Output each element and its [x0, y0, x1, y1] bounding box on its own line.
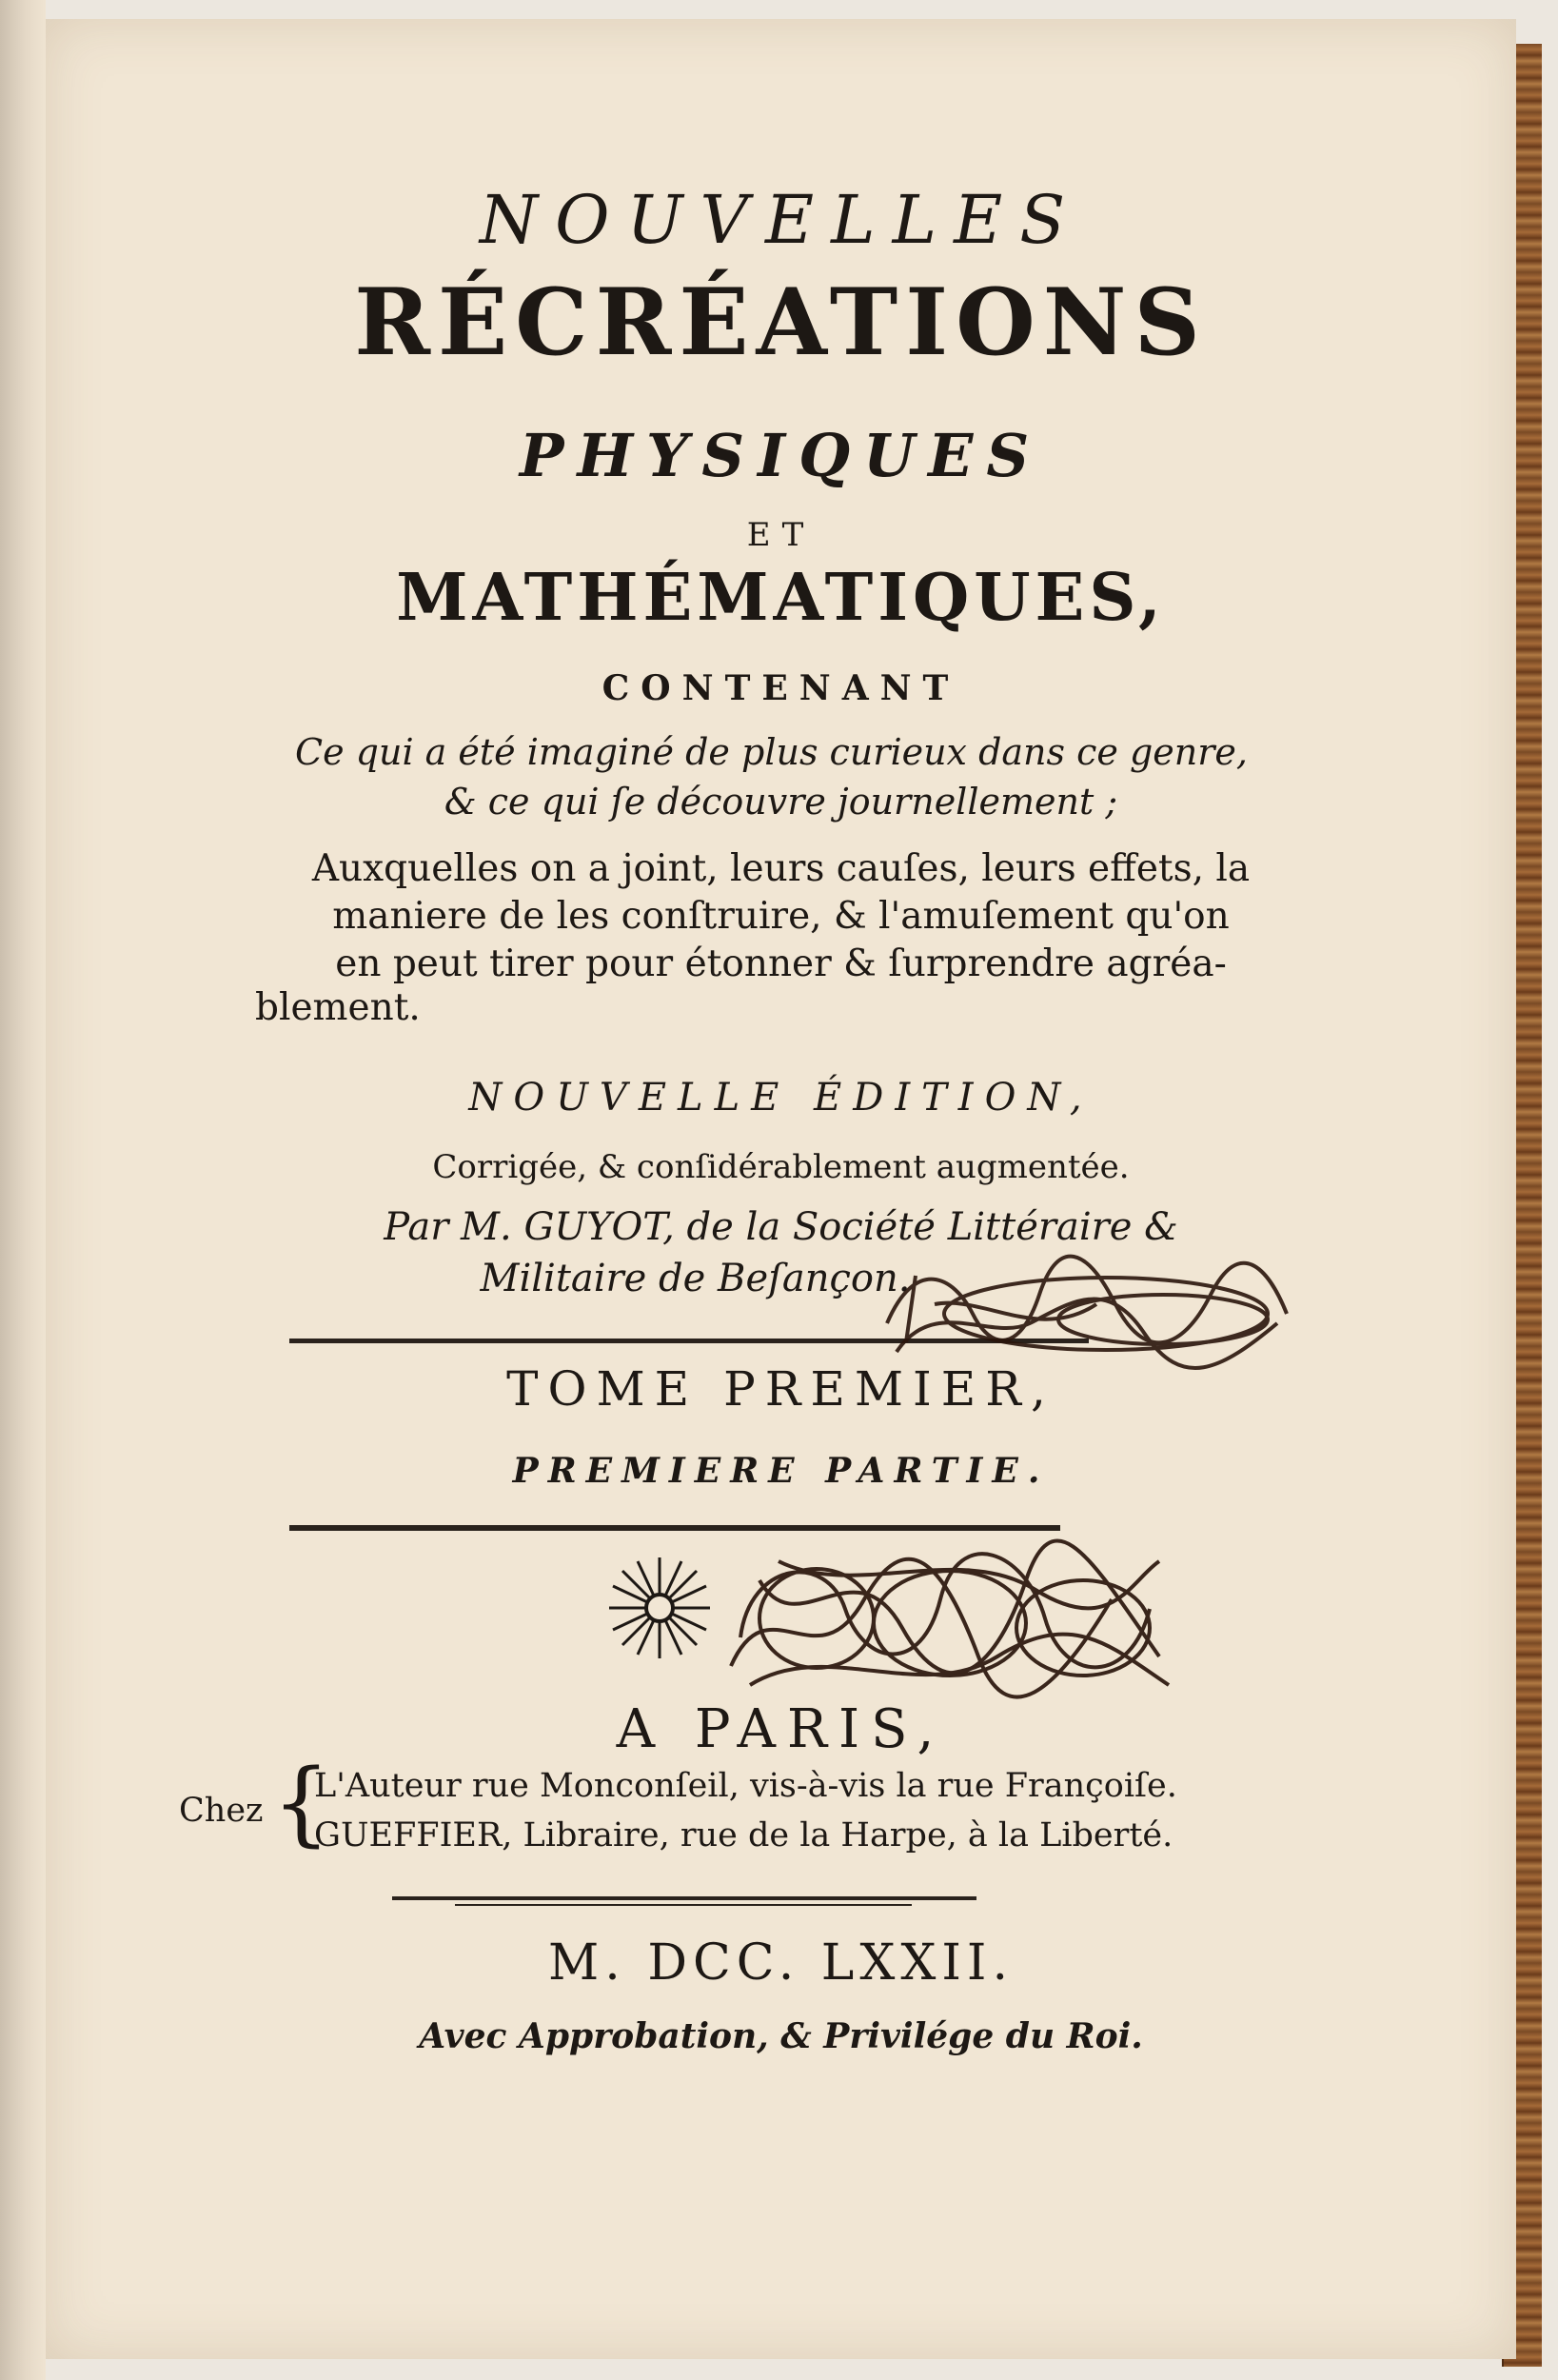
title-line-physiques: PHYSIQUES — [519, 421, 1043, 490]
imprint-place: A PARIS, — [616, 1698, 946, 1760]
edition-note: Corrigée, & conſidérablement augmentée. — [432, 1148, 1130, 1186]
book-gutter — [0, 0, 46, 2380]
tome-label: TOME PREMIER, — [506, 1361, 1055, 1417]
title-line-nouvelles: NOUVELLES — [479, 181, 1083, 259]
title-page — [46, 19, 1516, 2359]
partie-label: PREMIERE PARTIE. — [512, 1451, 1050, 1491]
edition-label: NOUVELLE ÉDITION, — [468, 1076, 1094, 1120]
imprint-chez: Chez — [179, 1792, 264, 1830]
description-line-2: maniere de les conſtruire, & l'amuſement qu'on — [332, 895, 1230, 938]
imprint-rule-thin — [455, 1904, 912, 1906]
description-line-1: Auxquelles on a joint, leurs cauſes, leurs effets, la — [311, 847, 1251, 890]
contenant-label: CONTENANT — [602, 668, 960, 708]
description-line-3: en peut tirer pour étonner & ſurprendre agréa- — [335, 942, 1227, 985]
imprint-year: M. DCC. LXXII. — [548, 1934, 1014, 1992]
fleuron-ornament-icon — [603, 1552, 716, 1664]
title-line-et: ET — [746, 516, 816, 554]
scribbled-inscription-lower-icon — [712, 1523, 1188, 1723]
title-line-recreations: RÉCRÉATIONS — [354, 268, 1208, 376]
author-line-1: Par M. GUYOT, de la Société Littéraire & — [384, 1205, 1178, 1249]
subtitle-line-2: & ce qui ſe découvre journellement ; — [444, 781, 1118, 823]
imprint-publisher-1: L'Auteur rue Monconſeil, vis-à-vis la rue Françoiſe. — [314, 1767, 1177, 1805]
description-line-4: blement. — [255, 986, 421, 1029]
subtitle-line-1: Ce qui a été imaginé de plus curieux dans ce genre, — [295, 731, 1248, 773]
imprint-publisher-2: GUEFFIER, Libraire, rue de la Harpe, à la Liberté. — [314, 1816, 1173, 1854]
title-line-mathematiques: MATHÉMATIQUES, — [396, 560, 1166, 636]
imprint-brace: { — [272, 1750, 331, 1856]
author-line-2: Militaire de Beſançon. — [480, 1257, 911, 1300]
imprint-privilege: Avec Approbation, & Privilége du Roi. — [419, 2016, 1143, 2056]
imprint-rule — [392, 1896, 976, 1900]
scribbled-inscription-upper-icon — [878, 1238, 1296, 1380]
